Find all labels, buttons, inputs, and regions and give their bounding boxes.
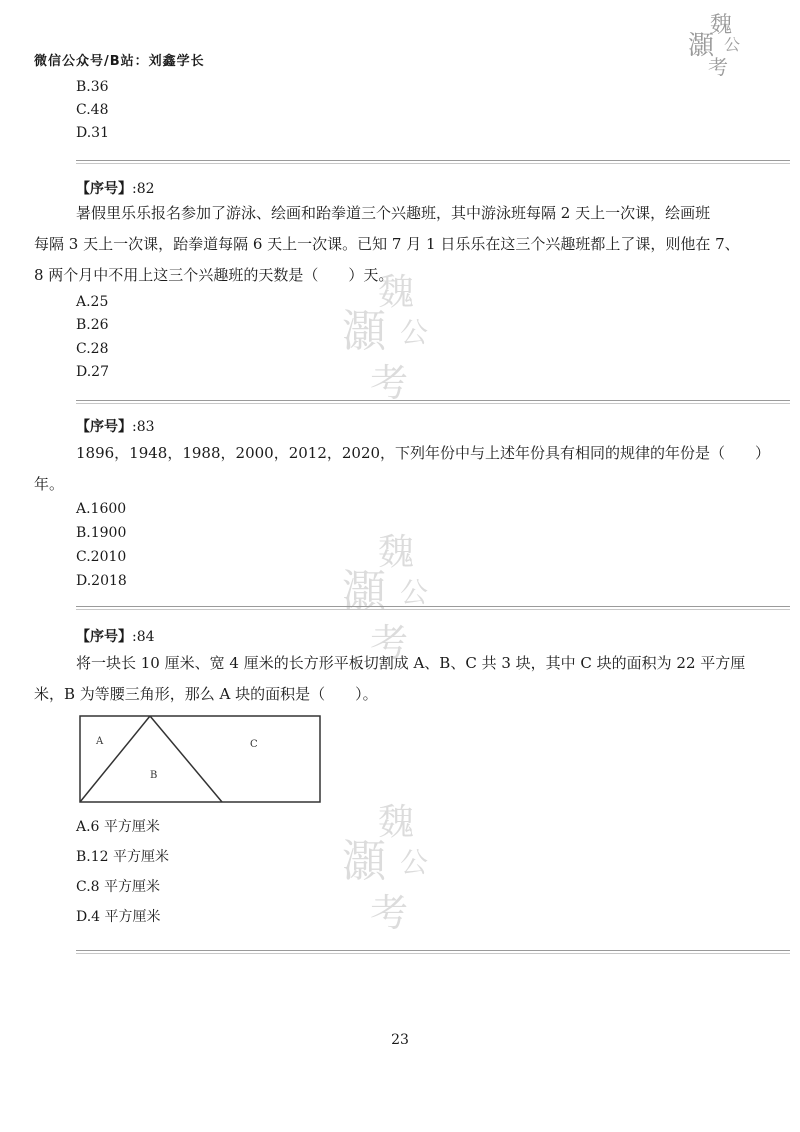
question-83-option-a: A.1600 (76, 501, 127, 517)
question-83-option-b: B.1900 (76, 525, 127, 541)
svg-text:考: 考 (370, 891, 409, 935)
question-83-option-c: C.2010 (76, 549, 127, 565)
svg-text:灝: 灝 (342, 306, 386, 357)
page-number: 23 (391, 1032, 409, 1048)
svg-text:灝: 灝 (688, 31, 715, 61)
question-82-line-2: 每隔 3 天上一次课，跆拳道每隔 6 天上一次课。已知 7 月 1 日乐乐在这三个兴趣班都上了课，则他在 7、 (34, 235, 740, 253)
label-c: C (250, 739, 258, 750)
svg-text:灝: 灝 (342, 566, 386, 617)
question-83-header (76, 416, 155, 436)
triangle-right-edge (150, 716, 222, 802)
question-83-line-2: 年。 (34, 475, 65, 493)
question-84-option-b: B.12 平方厘米 (76, 849, 170, 865)
corner-watermark (680, 6, 760, 76)
question-84-line-1: 将一块长 10 厘米、宽 4 厘米的长方形平板切割成 A、B、C 共 3 块，其中 C 块的面积为 22 平方厘 (76, 654, 746, 672)
svg-text:魏: 魏 (378, 272, 415, 313)
rectangle-figure (78, 714, 324, 806)
question-82-option-a: A.25 (76, 294, 109, 310)
triangle-left-edge (80, 716, 150, 802)
svg-text:魏: 魏 (378, 802, 415, 843)
svg-text:考: 考 (370, 361, 409, 405)
question-label: 【序号】 (76, 419, 132, 435)
question-82-header (76, 178, 155, 198)
question-84-option-c: C.8 平方厘米 (76, 879, 161, 895)
divider (76, 160, 790, 164)
question-label: 【序号】 (76, 181, 132, 197)
question-84-line-2: 米，B 为等腰三角形，那么 A 块的面积是（ ）。 (34, 685, 378, 703)
outer-rectangle (80, 716, 320, 802)
label-b: B (150, 770, 158, 781)
svg-text:公: 公 (400, 576, 429, 609)
question-82-option-b: B.26 (76, 317, 109, 333)
watermark-3 (330, 790, 450, 935)
svg-text:考: 考 (708, 55, 728, 76)
divider (76, 950, 790, 954)
svg-text:魏: 魏 (378, 532, 415, 573)
divider (76, 400, 790, 404)
label-a: A (96, 736, 104, 747)
question-number: :84 (132, 629, 155, 645)
question-84-option-d: D.4 平方厘米 (76, 909, 161, 925)
question-82-line-1: 暑假里乐乐报名参加了游泳、绘画和跆拳道三个兴趣班，其中游泳班每隔 2 天上一次课，绘画班 (76, 204, 711, 222)
prev-option-b: B.36 (76, 79, 109, 95)
question-82-line-3: 8 两个月中不用上这三个兴趣班的天数是（ ）天。 (34, 266, 394, 284)
svg-text:公: 公 (400, 316, 429, 349)
svg-text:公: 公 (400, 846, 429, 879)
svg-text:公: 公 (724, 35, 741, 54)
question-83-option-d: D.2018 (76, 573, 127, 589)
question-number: :83 (132, 419, 155, 435)
question-number: :82 (132, 181, 155, 197)
watermark-2 (330, 520, 450, 665)
question-83-line-1: 1896，1948，1988，2000，2012，2020，下列年份中与上述年份具有相同的规律的年份是（ ） (76, 444, 771, 462)
svg-text:灝: 灝 (342, 836, 386, 887)
svg-text:考: 考 (370, 621, 409, 665)
header-note: 微信公众号/B站：刘鑫学长 (34, 54, 205, 69)
svg-text:魏: 魏 (710, 13, 733, 38)
prev-option-c: C.48 (76, 102, 109, 118)
prev-option-d: D.31 (76, 125, 109, 141)
question-84-header (76, 626, 155, 646)
question-label: 【序号】 (76, 629, 132, 645)
question-84-option-a: A.6 平方厘米 (76, 819, 160, 835)
question-82-option-c: C.28 (76, 341, 109, 357)
divider (76, 606, 790, 610)
question-82-option-d: D.27 (76, 364, 109, 380)
